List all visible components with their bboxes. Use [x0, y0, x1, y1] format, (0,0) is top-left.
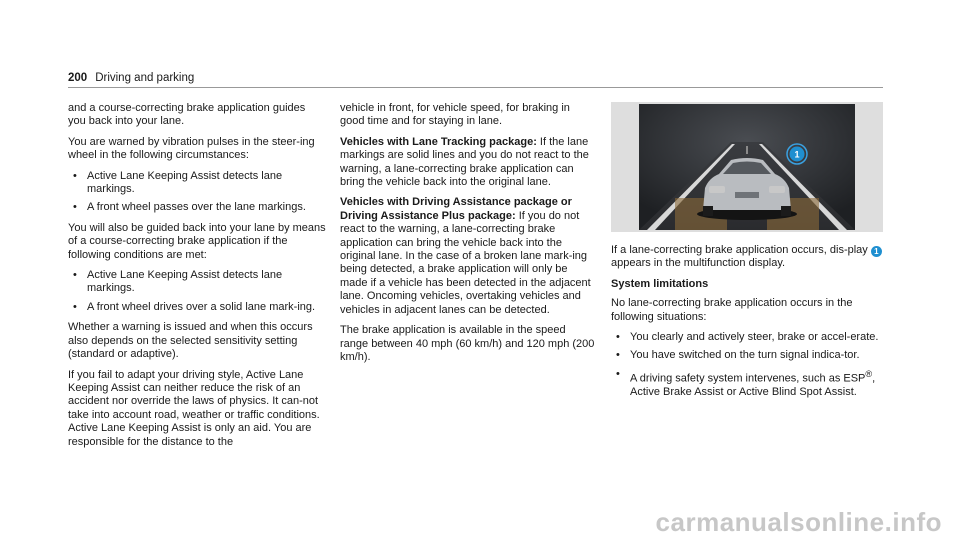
paragraph: Vehicles with Driving Assistance package or Driving Assistance Plus package: If you do not react to the warning, a lane-correcting brake application can bring the vehicle back into the original lane. In the case of a broken lane mark-ing being detected, a brake application will only be made if a vehicle has been detected in the adjacent lane. Oncoming vehicles, overtaking vehicles and vehicles in adjacent lanes can be detected.: [340, 196, 591, 316]
page-header: [68, 72, 883, 86]
bullet-icon: •: [73, 300, 77, 313]
text-column-middle: [340, 102, 596, 371]
text-column-right: [611, 102, 883, 406]
callout-1-icon: 1: [871, 246, 882, 257]
bullet-icon: •: [73, 269, 77, 282]
display-figure: [611, 102, 883, 232]
bullet-icon: •: [73, 169, 77, 182]
text-column-left: [68, 102, 326, 456]
list-item: • A front wheel drives over a solid lane mark-ing.: [73, 300, 316, 313]
callout-1-icon: [787, 144, 807, 164]
bullet-list: [611, 331, 883, 399]
paragraph: and a course-correcting brake application guides you back into your lane.: [68, 102, 306, 128]
bullet-list: [68, 170, 326, 215]
paragraph: Whether a warning is issued and when this occurs also depends on the selected sensitivity setting (standard or adaptive).: [68, 321, 313, 361]
svg-text:1: 1: [794, 149, 800, 160]
list-item: • A front wheel passes over the lane markings.: [73, 201, 306, 214]
bullet-icon: •: [73, 201, 77, 214]
bullet-icon: •: [616, 367, 620, 380]
bullet-icon: •: [616, 331, 620, 344]
list-item: • You have switched on the turn signal indica-tor.: [616, 349, 860, 362]
section-heading: System limitations: [611, 277, 709, 290]
paragraph: Vehicles with Lane Tracking package: If the lane markings are solid lines and you do not react to the warning, a lane-correcting brake application can bring the vehicle back into the original lane.: [340, 135, 589, 189]
list-item: • Active Lane Keeping Assist detects lane markings.: [73, 169, 283, 196]
watermark: carmanualsonline.info: [655, 506, 942, 537]
paragraph: You will also be guided back into your lane by means of a course-correcting brake application if the following conditions are met:: [68, 221, 326, 261]
list-item: • You clearly and actively steer, brake or accel-erate.: [616, 331, 879, 344]
bold-lead: Vehicles with Driving Assistance package or Driving Assistance Plus package:: [340, 196, 572, 222]
paragraph: The brake application is available in the speed range between 40 mph (60 km/h) and 120 mph (200 km/h).: [340, 324, 595, 363]
paragraph: If you fail to adapt your driving style, Active Lane Keeping Assist can neither reduce the risk of an accident nor override the laws of physics. It can-not take into account road, weather or traffic conditions. Active Lane Keeping Assist is only an aid. You are responsible for the distance to the: [68, 368, 320, 448]
paragraph: You are warned by vibration pulses in the steer-ing wheel in the following circumstances:: [68, 135, 315, 162]
paragraph: No lane-correcting brake application occurs in the following situations:: [611, 297, 853, 323]
page-number: 200: [68, 72, 88, 84]
car-lane-illustration: [611, 102, 883, 232]
bullet-list: [68, 269, 326, 314]
list-item: • A driving safety system intervenes, such as ESP®, Active Brake Assist or Active Blind Spot Assist.: [616, 367, 876, 398]
paragraph: If a lane-correcting brake application occurs, dis-play 1 appears in the multifunction display.: [611, 244, 883, 271]
section-title: Driving and parking: [95, 72, 195, 84]
bullet-icon: •: [616, 349, 620, 362]
paragraph: vehicle in front, for vehicle speed, for braking in good time and for staying in lane.: [340, 102, 570, 128]
header-divider: [68, 87, 883, 88]
list-item: • Active Lane Keeping Assist detects lane markings.: [73, 269, 283, 295]
bold-lead: Vehicles with Lane Tracking package:: [340, 135, 537, 148]
